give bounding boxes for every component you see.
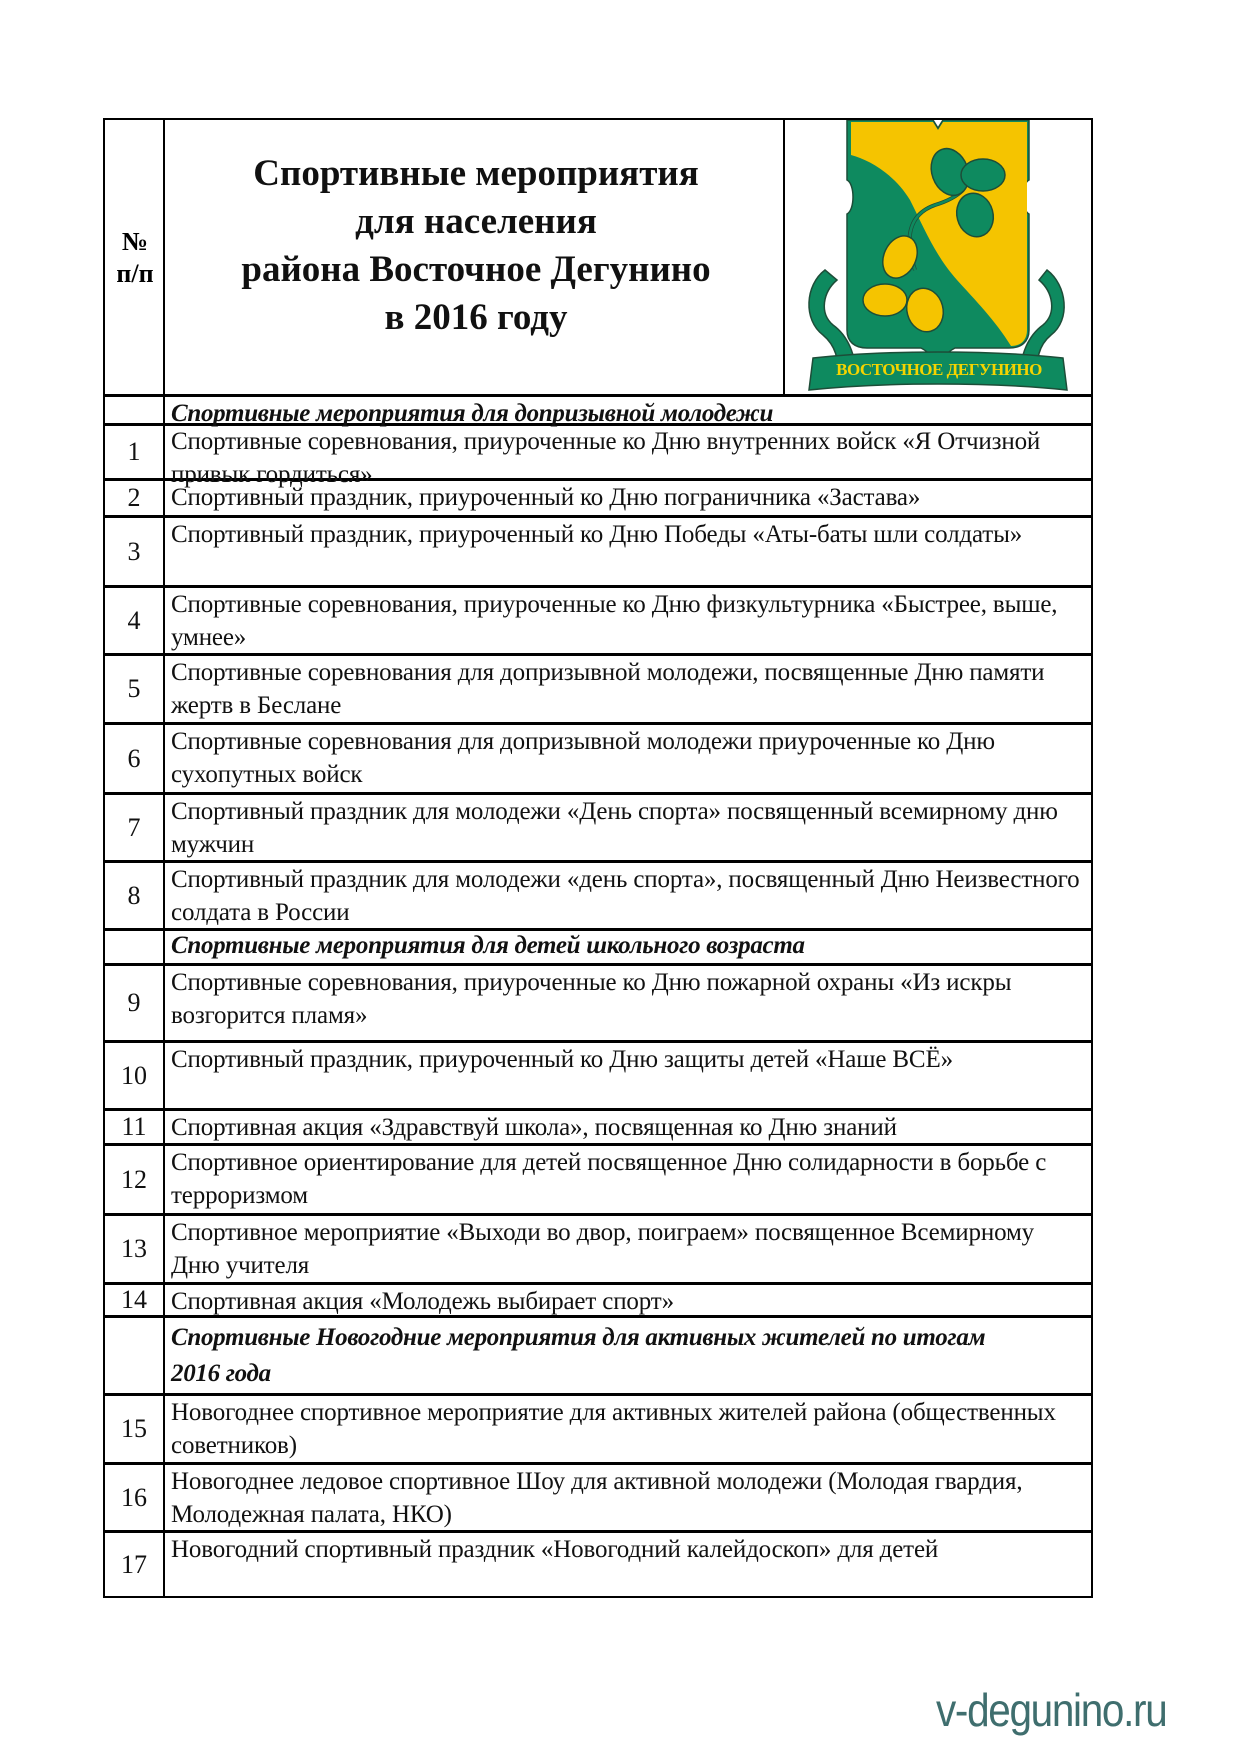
row-number: 2 — [127, 483, 141, 512]
row-number: 12 — [121, 1164, 147, 1194]
row-text: Спортивные соревнования для допризывной молодежи приуроченные ко Дню сухопутных войск — [171, 728, 995, 788]
page-title — [167, 126, 785, 366]
row-number: 6 — [127, 743, 141, 773]
emblem-ribbon-text: ВОСТОЧНОЕ ДЕГУНИНО — [836, 360, 1042, 379]
row-number: 13 — [121, 1234, 147, 1263]
row-number: 17 — [121, 1549, 147, 1579]
title-line-2: для населения — [355, 201, 597, 242]
row-text: Новогодний спортивный праздник «Новогодний калейдоскоп» для детей — [171, 1536, 939, 1563]
row-divider — [105, 394, 1091, 397]
row-number: 5 — [127, 674, 141, 703]
number-abbrev: п/п — [116, 258, 154, 288]
row-number: 16 — [121, 1482, 147, 1512]
title-line-3: района Восточное Дегунино — [241, 249, 711, 290]
events-table — [103, 118, 1093, 1598]
row-text: Спортивный праздник для молодежи «День спорта» посвященный всемирному дню мужчин — [171, 798, 1058, 858]
section-heading: Спортивные мероприятия для допризывной молодежи — [171, 400, 774, 427]
row-number: 3 — [127, 536, 141, 566]
row-text: Новогоднее ледовое спортивное Шоу для активной молодежи (Молодая гвардия, Молодежная палата, НКО) — [171, 1468, 1023, 1528]
row-number: 4 — [127, 605, 141, 635]
row-text: Спортивные соревнования, приуроченные ко Дню пожарной охраны «Из искры возгорится пламя» — [171, 969, 1012, 1029]
row-text: Спортивные соревнования, приуроченные ко Дню физкультурника «Быстрее, выше, умнее» — [171, 591, 1058, 651]
row-text: Спортивный праздник, приуроченный ко Дню защиты детей «Наше ВСЁ» — [171, 1046, 953, 1073]
row-number: 14 — [121, 1285, 147, 1314]
row-text: Спортивный праздник, приуроченный ко Дню Победы «Аты-баты шли солдаты» — [171, 521, 1023, 548]
section-heading: Спортивные мероприятия для детей школьного возраста — [171, 932, 805, 959]
row-text: Спортивный праздник для молодежи «день спорта», посвященный Дню Неизвестного солдата в России — [171, 866, 1080, 926]
title-line-4: в 2016 году — [384, 297, 568, 338]
row-text: Новогоднее спортивное мероприятие для активных жителей района (общественных советников) — [171, 1399, 1056, 1459]
coat-of-arms-icon — [785, 120, 1092, 395]
row-number: 8 — [127, 880, 141, 910]
row-text: Спортивное ориентирование для детей посвященное Дню солидарности в борьбе с терроризмом — [171, 1149, 1047, 1209]
row-number: 10 — [121, 1060, 147, 1090]
site-watermark: v-degunino.ru — [936, 1684, 1167, 1736]
number-column-header — [105, 120, 165, 395]
row-text: Спортивные соревнования для допризывной молодежи, посвященные Дню памяти жертв в Беслане — [171, 659, 1045, 719]
section-heading: Спортивные Новогодние мероприятия для активных жителей по итогам 2016 года — [171, 1324, 986, 1387]
number-sign: № — [121, 226, 149, 256]
row-number: 11 — [121, 1112, 147, 1141]
row-number: 7 — [127, 812, 141, 842]
row-number: 9 — [127, 988, 141, 1017]
row-text: Спортивная акция «Молодежь выбирает спорт» — [171, 1288, 674, 1315]
title-line-1: Спортивные мероприятия — [253, 153, 699, 194]
row-text: Спортивная акция «Здравствуй школа», посвященная ко Дню знаний — [171, 1114, 897, 1141]
row-text: Спортивный праздник, приуроченный ко Дню пограничника «Застава» — [171, 484, 921, 511]
row-text: Спортивные соревнования, приуроченные ко Дню внутренних войск «Я Отчизной привык гордиться» — [171, 428, 1041, 488]
row-number: 1 — [127, 437, 141, 466]
row-text: Спортивное мероприятие «Выходи во двор, поиграем» посвященное Всемирному Дню учителя — [171, 1219, 1034, 1279]
row-number: 15 — [121, 1414, 147, 1443]
